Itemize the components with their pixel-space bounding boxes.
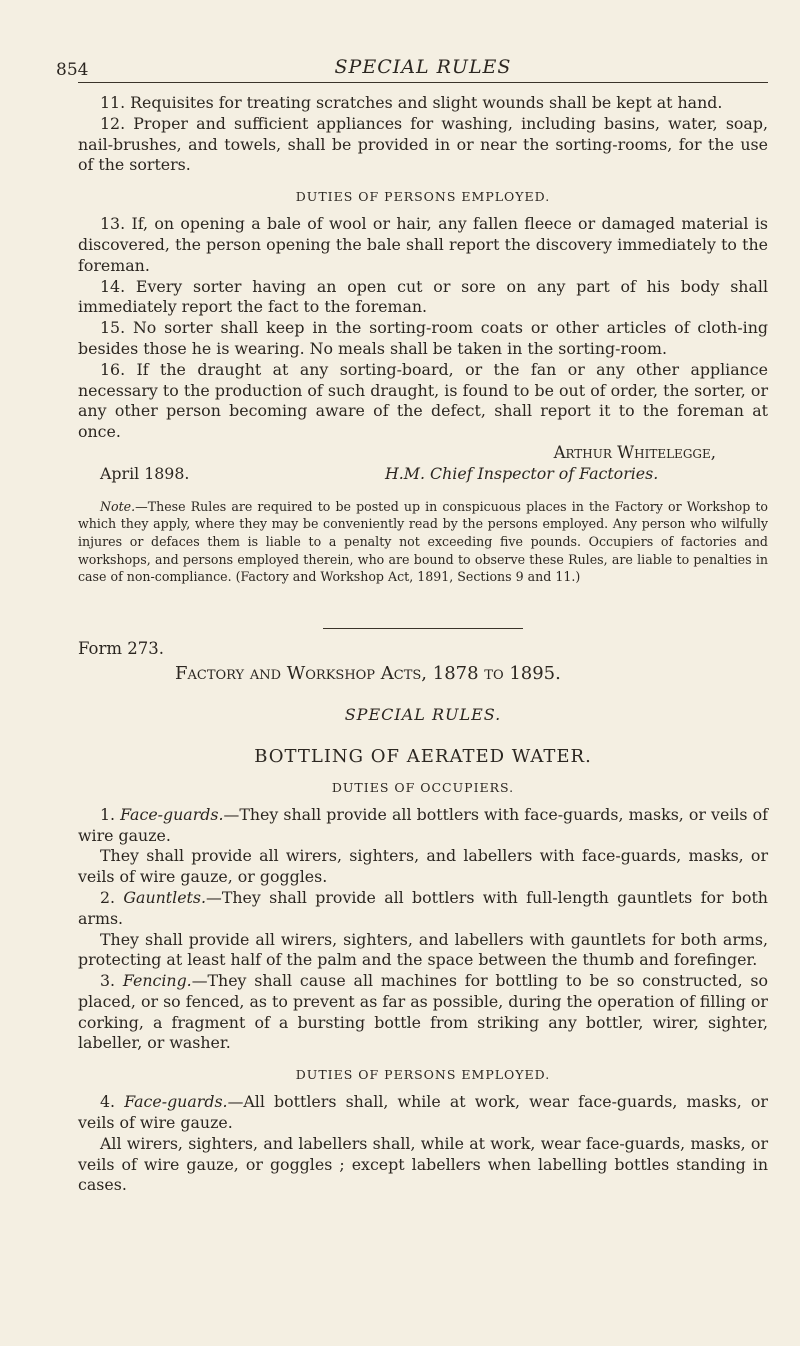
rule-4-text: —All bottlers shall, while at work, wear face-guards, masks, or veils of wire gauze. xyxy=(78,1092,768,1133)
running-title: SPECIAL RULES xyxy=(334,56,512,78)
rule-15: 15. No sorter shall keep in the sorting-room coats or other articles of cloth-ing besides those he is wearing. No meals shall be taken in the sorting-room. xyxy=(78,318,768,358)
rule-4-number: 4. xyxy=(100,1092,116,1112)
rule-3-number: 3. xyxy=(100,971,116,991)
rule-14: 14. Every sorter having an open cut or sore on any part of his body shall immediately report the fact to the foreman. xyxy=(78,276,768,317)
rule-2-continuation: They shall provide all wirers, sighters, and labellers with gauntlets for both arms, protecting at least half of the palm and the space between the thumb and forefinger. xyxy=(78,929,768,970)
note-label: Note. xyxy=(100,498,136,514)
rule-1 xyxy=(78,805,768,847)
rule-2-text: —They shall provide all bottlers with full-length gauntlets for both arms. xyxy=(78,887,768,928)
heading-duties-persons-employed: DUTIES OF PERSONS EMPLOYED. xyxy=(295,1067,551,1083)
rule-2-title: Gauntlets. xyxy=(123,887,207,907)
signatory-title: H.M. Chief Inspector of Factories. xyxy=(385,463,659,483)
running-head xyxy=(56,52,768,83)
rule-1-title: Face-guards. xyxy=(120,804,224,824)
rule-4-continuation: All wirers, sighters, and labellers shall, while at work, wear face-guards, masks, or veils of wire gauze, or goggles ; except labellers when labelling bottles standing in cases. xyxy=(78,1133,768,1195)
rule-4 xyxy=(78,1092,768,1134)
signature-line xyxy=(78,464,768,486)
rule-1-continuation: They shall provide all wirers, sighters, and labellers with face-guards, masks, or veils of wire gauze, or goggles. xyxy=(78,846,768,887)
signatory-name: Arthur Whitelegge, xyxy=(553,442,716,462)
form-number: Form 273. xyxy=(78,638,164,658)
rule-11: 11. Requisites for treating scratches and slight wounds shall be kept at hand. xyxy=(100,93,723,112)
acts-title: Factory and Workshop Acts, 1878 to 1895. xyxy=(175,662,561,684)
heading-duties-occupiers: DUTIES OF OCCUPIERS. xyxy=(331,779,515,795)
rule-3-title: Fencing. xyxy=(122,971,192,991)
page-number: 854 xyxy=(56,60,89,80)
rule-3 xyxy=(78,971,768,1054)
rule-4-title: Face-guards. xyxy=(124,1092,228,1112)
main-title: BOTTLING OF AERATED WATER. xyxy=(254,745,592,767)
rule-13: 13. If, on opening a bale of wool or hair, any fallen fleece or damaged material is discovered, the person opening the bale shall report the discovery immediately to the foreman. xyxy=(78,214,768,275)
section-divider xyxy=(323,628,523,629)
book-page xyxy=(56,52,768,1196)
rule-1-number: 1. xyxy=(100,804,116,824)
rule-12: 12. Proper and sufficient appliances for washing, including basins, water, soap, nail-brushes, and towels, shall be provided in or near the sorting-rooms, for the use of the sorters. xyxy=(78,113,768,175)
rule-1-text: —They shall provide all bottlers with face-guards, masks, or veils of wire gauze. xyxy=(78,804,768,845)
note-text: —These Rules are required to be posted up in conspicuous places in the Factory or Workshop to which they apply, where they may be conveniently read by the persons employed. Any person who wilfully injures or defaces them is liable to a penalty not exceeding five pounds. Occupiers of factories and workshops, and persons employed therein, who are bound to observe these Rules, are liable to penalties in case of non-compliance. (Factory and Workshop Act, 1891, Sections 9 and 11.) xyxy=(78,498,768,585)
rule-3-text: —They shall cause all machines for bottling to be so constructed, so placed, or so fenced, as to prevent as far as possible, during the operation of filling or corking, a fragment of a bursting bottle from striking any bottler, wirer, sighter, labeller, or washer. xyxy=(78,971,768,1053)
rule-16: 16. If the draught at any sorting-board, or the fan or any other appliance necessary to the production of such draught, is found to be out of order, the sorter, or any other person becoming aware of the defect, shall report it to the foreman at once. xyxy=(78,359,768,442)
rule-2 xyxy=(78,888,768,930)
special-rules-title: SPECIAL RULES. xyxy=(344,704,502,724)
rule-2-number: 2. xyxy=(100,887,116,907)
heading-duties-employed: DUTIES OF PERSONS EMPLOYED. xyxy=(295,189,551,205)
signature-date: April 1898. xyxy=(100,463,190,483)
note-paragraph xyxy=(78,498,768,586)
